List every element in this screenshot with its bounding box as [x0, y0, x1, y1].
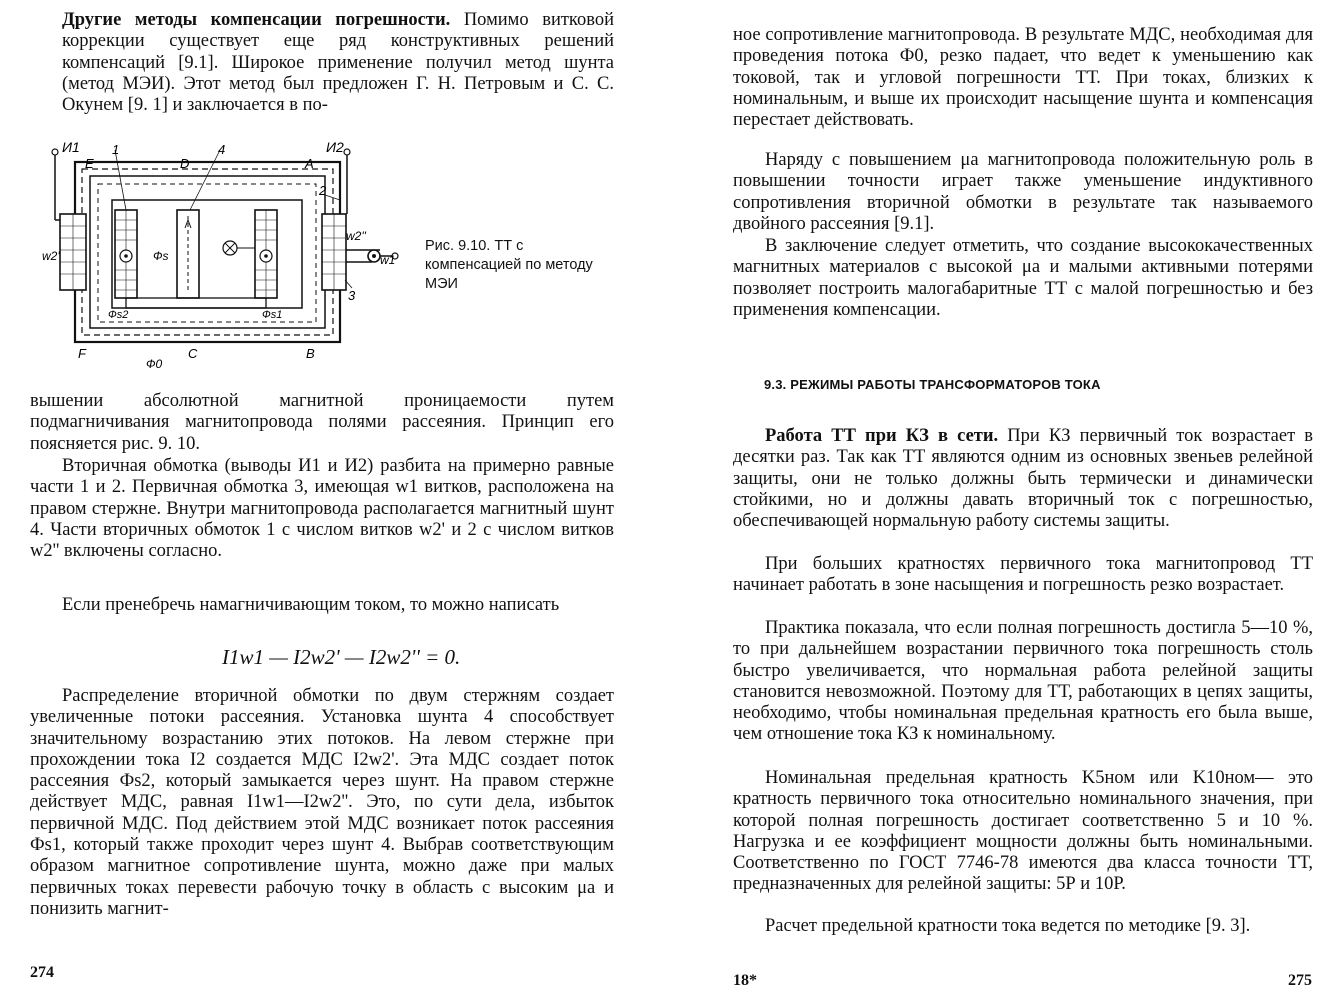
label-A: A [305, 156, 314, 171]
right-page [666, 0, 1332, 1001]
label-1: 1 [112, 142, 120, 157]
section-heading: 9.3. РЕЖИМЫ РАБОТЫ ТРАНСФОРМАТОРОВ ТОКА [764, 377, 1101, 392]
label-E: E [85, 156, 94, 171]
paragraph-heading: Другие методы компенсации погрешности. [62, 10, 451, 30]
label-C: C [188, 346, 198, 361]
label-B: B [306, 346, 315, 361]
paragraph-calculation: Расчет предельной кратности тока ведется по методике [9. 3]. [765, 916, 1251, 936]
signature-mark: 18* [733, 972, 757, 989]
paragraph-continuation: вышении абсолютной магнитной проницаемости путем подмагничивания магнитопровода полями рассеяния. Принцип его поясняется рис. 9. 10. [30, 391, 614, 454]
paragraph-short-circuit [733, 426, 1313, 532]
label-w2-double-prime: w2'' [346, 229, 366, 243]
label-w1: w1 [380, 253, 396, 267]
paragraph-saturation: При больших кратностях первичного тока магнитопровод ТТ начинает работать в зоне насыщения и погрешность резко возрастает. [733, 554, 1313, 596]
paragraph-distribution: Распределение вторичной обмотки по двум стержням создает увеличенные потоки рассеяния. Установка шунта 4 способствует значительному возрастанию этих потоков. На левом стержне при прохождении тока I2 создается МДС I2w2'. Эта МДС создает поток рассеяния Фs2, который замыкается через шунт. На правом стержне действует МДС, равная I1w1—I2w2''. Это, по сути дела, избыток первичной МДС. Под действием этой МДС возникает поток рассеяния Фs1, который также проходит через шунт 4. Выбрав соответствующим образом магнитное сопротивление шунта, можно даже при малых первичных токах перевести рабочую точку в область с высоким μа и понизить магнит- [30, 686, 614, 919]
label-D: D [180, 156, 190, 171]
paragraph-continuation-right: ное сопротивление магнитопровода. В результате МДС, необходимая для проведения потока Ф0, резко падает, что ведет к уменьшению как токовой, так и угловой погрешности ТТ. При токах, близких к номинальным, и выше их происходит насыщение шунта и компенсация перестает действовать. [733, 25, 1313, 131]
formula-balance: I1w1 — I2w2' — I2w2'' = 0. [222, 645, 461, 669]
label-F: F [78, 346, 86, 361]
paragraph-secondary-winding: Вторичная обмотка (выводы И1 и И2) разбита на примерно равные части 1 и 2. Первичная обмотка 3, имеющая w1 витков, расположена на правом стержне. Внутри магнитопровода располагается магнитный шунт 4. Части вторичных обмоток 1 с числом витков w2' и 2 с числом витков w2'' включены согласно. [30, 456, 614, 562]
label-phi-s1: Фs1 [262, 309, 283, 321]
paragraph-heading: Работа ТТ при КЗ в сети. [765, 426, 999, 446]
paragraph-limit-factor: Номинальная предельная кратность K5ном или K10ном— это кратность первичного тока относительно номинального значения, при которой полная погрешность достигает соответственно 5 и 10 %. Нагрузка и ее коэффициент мощности должны быть номинальными. Соответственно по ГОСТ 7746-78 имеются два класса точности ТТ, предназначенных для релейной защиты: 5Р и 10Р. [733, 768, 1313, 895]
label-2: 2 [319, 183, 327, 198]
paragraph-text: Помимо витковой коррекции существует еще ряд конструктивных решений компенсаций [9.1]. Широкое применение получил метод шунта (метод МЭИ). Этот метод был предложен Г. Н. Петровым и С. С. Окунем [9. 1] и заключается в по- [62, 10, 614, 116]
label-phi-0: Ф0 [146, 357, 163, 371]
label-I2: И2 [326, 140, 344, 155]
figure-caption: Рис. 9.10. ТТ с компенсацией по методу МЭИ [425, 238, 593, 292]
paragraph-conclusion: В заключение следует отметить, что создание высококачественных магнитных материалов с высокой μа и малыми активными потерями позволяет построить малогабаритные ТТ с малой погрешностью и без применения компенсации. [733, 236, 1313, 320]
paragraph-text: При КЗ первичный ток возрастает в десятки раз. Так как ТТ являются одним из основных звеньев релейной защиты, они не только должны быть термически и динамически стойкими, но и должны давать вторичный ток с погрешностью, обеспечивающей нормальную работу системы защиты. [733, 426, 1313, 532]
label-I1: И1 [62, 140, 80, 155]
label-4: 4 [218, 142, 226, 157]
label-phi-s: Фs [153, 249, 169, 263]
label-3: 3 [348, 288, 356, 303]
paragraph-formula-intro: Если пренебречь намагничивающим током, то можно написать [62, 595, 560, 615]
paragraph-practice: Практика показала, что если полная погрешность достигла 5—10 %, то при дальнейшем возрастании первичного тока погрешность столь быстро увеличивается, что нормальная работа релейной защиты становится невозможной. Поэтому для ТТ, работающих в цепях защиты, необходимо, чтобы номинальная предельная кратность его была выше, чем отношение тока КЗ к номинальному. [733, 618, 1313, 745]
paragraph-double-scattering: Наряду с повышением μа магнитопровода положительную роль в повышении точности играет также уменьшение индуктивного сопротивления вторичной обмотки в результате так называемого двойного рассеяния [9.1]. [733, 150, 1313, 234]
label-phi-s2: Фs2 [108, 309, 129, 321]
label-w2-prime: w2' [42, 249, 60, 263]
paragraph-other-methods [62, 10, 614, 116]
page-number-right: 275 [1288, 972, 1312, 989]
page-number-left: 274 [30, 964, 54, 981]
figure-ct-compensation [40, 140, 420, 376]
